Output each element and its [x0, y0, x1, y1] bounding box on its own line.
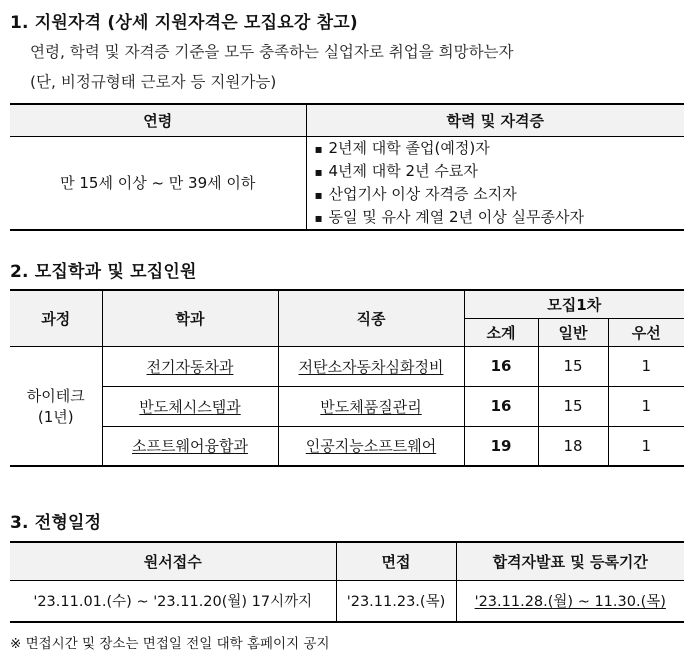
age-header: 연령	[10, 104, 306, 136]
section1-title: 1. 지원자격 (상세 지원자격은 모집요강 참고)	[10, 13, 358, 33]
footnote: ※ 면접시간 및 장소는 면접일 전일 대학 홈페이지 공지	[10, 636, 330, 652]
priority-cell: 1	[608, 386, 684, 426]
priority-header: 우선	[608, 318, 684, 346]
announcement-period-text: '23.11.28.(월) ~ 11.30.(목)	[474, 594, 666, 611]
job-name: 반도체품질관리	[320, 397, 422, 416]
subtotal-cell: 19	[464, 426, 538, 466]
schedule-table	[10, 541, 684, 623]
subtotal-cell: 16	[464, 386, 538, 426]
section3-title: 3. 전형일정	[10, 513, 102, 533]
round1-header: 모집1차	[464, 290, 684, 318]
general-cell: 15	[538, 346, 608, 386]
qualification-item: ▪ 산업기사 이상 자격증 소지자	[315, 183, 685, 206]
job-cell	[278, 346, 464, 386]
interview-date: '23.11.23.(목)	[336, 580, 456, 622]
section1-eligibility-text: 연령, 학력 및 자격증 기준을 모두 충족하는 실업자로 취업을 희망하는자	[30, 43, 514, 61]
subtotal-cell: 16	[464, 346, 538, 386]
general-cell: 18	[538, 426, 608, 466]
dept-cell	[102, 386, 278, 426]
announcement-period	[456, 580, 684, 622]
job-cell	[278, 426, 464, 466]
application-period: '23.11.01.(수) ~ '23.11.20(월) 17시까지	[10, 580, 336, 622]
course-name: 하이테크	[26, 386, 85, 405]
qualification-list-cell	[306, 136, 684, 230]
dept-cell	[102, 426, 278, 466]
section2-title: 2. 모집학과 및 모집인원	[10, 262, 197, 282]
qualification-item: ▪ 4년제 대학 2년 수료자	[315, 160, 685, 183]
job-header: 직종	[278, 290, 464, 346]
dept-name: 전기자동차과	[146, 357, 234, 376]
course-cell	[10, 346, 102, 466]
course-period: (1년)	[37, 407, 74, 426]
job-name: 저탄소자동차심화정비	[298, 357, 444, 376]
qualification-item: ▪ 동일 및 유사 계열 2년 이상 실무종사자	[315, 206, 685, 229]
priority-cell: 1	[608, 426, 684, 466]
application-header: 원서접수	[10, 542, 336, 580]
dept-header: 학과	[102, 290, 278, 346]
qualification-list	[307, 137, 685, 229]
dept-name: 소프트웨어융합과	[132, 437, 248, 456]
job-name: 인공지능소프트웨어	[305, 437, 437, 456]
age-requirement: 만 15세 이상 ~ 만 39세 이하	[10, 136, 306, 230]
section1-note-text: (단, 비정규형태 근로자 등 지원가능)	[30, 73, 277, 91]
announcement-header: 합격자발표 및 등록기간	[456, 542, 684, 580]
interview-header: 면접	[336, 542, 456, 580]
general-cell: 15	[538, 386, 608, 426]
subtotal-header: 소계	[464, 318, 538, 346]
eligibility-table	[10, 103, 684, 231]
dept-cell	[102, 346, 278, 386]
job-cell	[278, 386, 464, 426]
qualification-header: 학력 및 자격증	[306, 104, 684, 136]
course-header: 과정	[10, 290, 102, 346]
general-header: 일반	[538, 318, 608, 346]
qualification-item: ▪ 2년제 대학 졸업(예정)자	[315, 137, 685, 160]
recruitment-table	[10, 289, 684, 467]
priority-cell: 1	[608, 346, 684, 386]
dept-name: 반도체시스템과	[139, 397, 241, 416]
